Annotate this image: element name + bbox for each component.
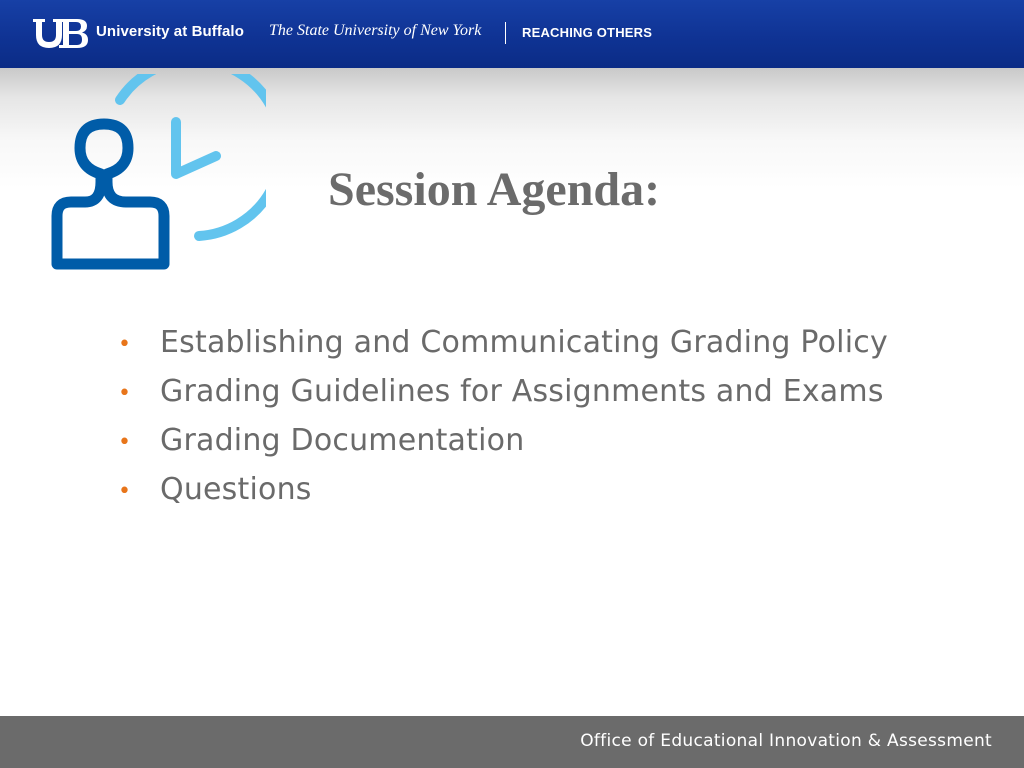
ub-logo [31,17,89,49]
brand-name: University at Buffalo [96,23,244,40]
agenda-item-text: Questions [160,472,312,507]
agenda-item [118,322,978,371]
agenda-item [118,420,978,469]
agenda-item-text: Grading Documentation [160,423,525,458]
agenda-item-text: Establishing and Communicating Grading Policy [160,325,888,360]
bullet-icon: • [118,381,131,406]
footer-office-name: Office of Educational Innovation & Assessment [580,731,992,751]
header-banner [0,0,1024,68]
brand-divider [505,22,506,44]
agenda-item-text: Grading Guidelines for Assignments and Exams [160,374,884,409]
bullet-icon: • [118,332,131,357]
slide-title: Session Agenda: [328,163,661,216]
brand-tagline: REACHING OTHERS [522,25,653,40]
agenda-list [118,322,978,518]
brand-subtitle: The State University of New York [269,22,482,39]
agenda-item [118,469,978,518]
bullet-icon: • [118,430,131,455]
bullet-icon: • [118,479,131,504]
person-clock-icon [46,74,266,274]
footer-bar [0,716,1024,768]
agenda-item [118,371,978,420]
